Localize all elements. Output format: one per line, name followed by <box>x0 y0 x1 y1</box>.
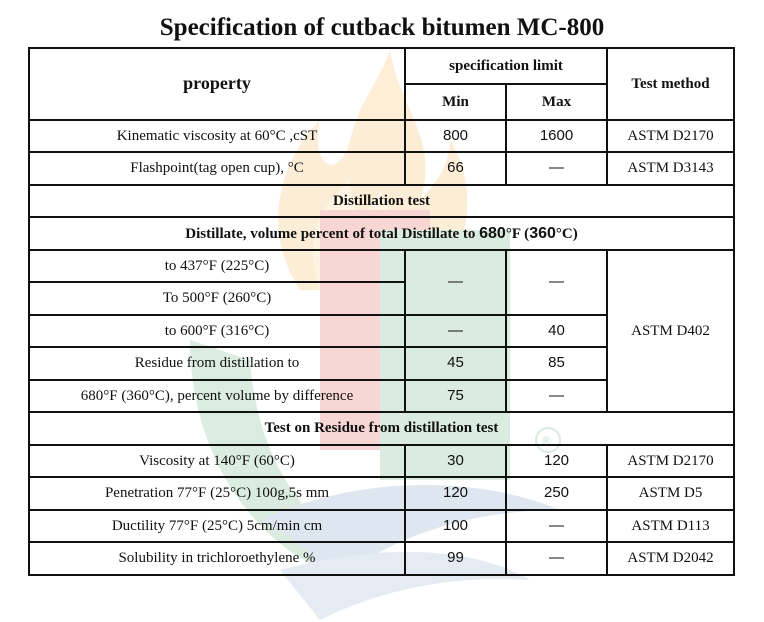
row-min: — <box>405 250 506 315</box>
row-method: ASTM D113 <box>607 510 734 542</box>
row-property: To 500°F (260°C) <box>29 282 405 315</box>
table-row <box>29 250 734 282</box>
header-spec-limit: specification limit <box>405 48 607 84</box>
section-distillation-title: Distillation test <box>29 185 734 217</box>
row-method: ASTM D2170 <box>607 445 734 477</box>
row-property: 680°F (360°C), percent volume by difference <box>29 380 405 412</box>
header-test-method: Test method <box>607 48 734 120</box>
row-min: 45 <box>405 347 506 380</box>
row-min: 30 <box>405 445 506 477</box>
table-row <box>29 152 734 185</box>
row-max: — <box>506 510 607 542</box>
row-min: 99 <box>405 542 506 575</box>
row-property: Ductility 77°F (25°C) 5cm/min cm <box>29 510 405 542</box>
row-max: — <box>506 380 607 412</box>
row-max: 1600 <box>506 120 607 152</box>
row-max: 120 <box>506 445 607 477</box>
row-property: Flashpoint(tag open cup), °C <box>29 152 405 185</box>
row-property: Residue from distillation to <box>29 347 405 380</box>
registered-mark: ® <box>542 434 551 448</box>
row-max: — <box>506 152 607 185</box>
header-min: Min <box>405 84 506 120</box>
subtitle-temp-c: 360 <box>529 224 556 242</box>
row-property: Kinematic viscosity at 60°C ,cST <box>29 120 405 152</box>
row-property: Penetration 77°F (25°C) 100g,5s mm <box>29 477 405 510</box>
row-max: — <box>506 250 607 315</box>
subtitle-text: °C) <box>555 225 578 242</box>
row-property: to 600°F (316°C) <box>29 315 405 347</box>
row-min: 120 <box>405 477 506 510</box>
row-method: ASTM D2170 <box>607 120 734 152</box>
row-max: 250 <box>506 477 607 510</box>
page-title: Specification of cutback bitumen MC-800 <box>159 14 605 41</box>
row-min: 66 <box>405 152 506 185</box>
row-method: ASTM D3143 <box>607 152 734 185</box>
row-max: — <box>506 542 607 575</box>
specification-table <box>28 47 735 576</box>
row-min: — <box>405 315 506 347</box>
row-method: ASTM D2042 <box>607 542 734 575</box>
subtitle-temp-f: 680 <box>479 224 506 242</box>
row-min: 100 <box>405 510 506 542</box>
row-property: Solubility in trichloroethylene % <box>29 542 405 575</box>
row-min: 75 <box>405 380 506 412</box>
section-residue-title: Test on Residue from distillation test <box>29 412 734 445</box>
row-min: 800 <box>405 120 506 152</box>
section-distillation-subtitle <box>29 217 734 250</box>
table-row <box>29 445 734 477</box>
header-max: Max <box>506 84 607 120</box>
row-max: 40 <box>506 315 607 347</box>
header-property: property <box>29 48 405 120</box>
subtitle-text: Distillate, volume percent of total Distillate to <box>185 225 480 242</box>
row-property: Viscosity at 140°F (60°C) <box>29 445 405 477</box>
table-row <box>29 120 734 152</box>
row-method: ASTM D402 <box>607 250 734 412</box>
row-property: to 437°F (225°C) <box>29 250 405 282</box>
row-max: 85 <box>506 347 607 380</box>
subtitle-text: °F ( <box>505 225 530 242</box>
table-row <box>29 542 734 575</box>
table-row <box>29 510 734 542</box>
row-method: ASTM D5 <box>607 477 734 510</box>
table-row <box>29 477 734 510</box>
